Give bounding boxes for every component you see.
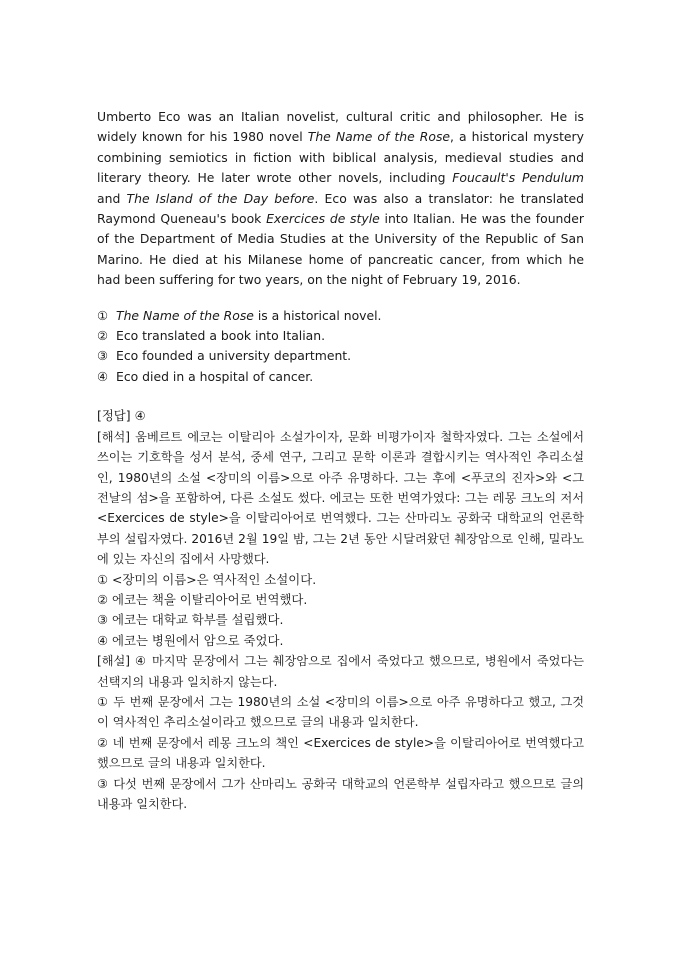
passage-text: Umberto Eco was an Italian novelist, cultural critic and philosopher. He is widely known for his 1980 novel	[97, 109, 584, 145]
explanation-text: ④ 마지막 문장에서 그는 췌장암으로 집에서 죽었다고 했으므로, 병원에서 죽었다는 선택지의 내용과 일치하지 않는다.	[97, 654, 585, 689]
explanation-first	[97, 651, 584, 692]
option-number: ②	[97, 328, 109, 344]
translation-block	[97, 427, 584, 570]
option-number: ③	[97, 348, 109, 364]
option-number: ④	[97, 368, 109, 384]
passage-title-rose: The Name of the Rose	[307, 129, 451, 145]
explanation-item-3: ③ 다섯 번째 문장에서 그가 산마리노 공화국 대학교의 언론학부 설립자라고 했으므로 글의 내용과 일치한다.	[97, 776, 584, 811]
translation-label: [해석]	[97, 429, 131, 444]
option-text: Eco died in a hospital of cancer.	[116, 368, 314, 384]
passage-text: into Italian. He was the founder of the Department of Media Studies at the University of the Republic of San Marino. He died at his Milanese home of pancreatic cancer, from which he had been suffering for two years, on the night of February 19, 2016.	[97, 211, 584, 288]
answer-line	[97, 406, 584, 426]
option-text: is a historical novel.	[253, 307, 382, 323]
translation-option-3: ③ 에코는 대학교 학부를 설립했다.	[97, 612, 284, 628]
option-4	[97, 367, 584, 387]
explanation-item-2: ② 네 번째 문장에서 레몽 크노의 책인 <Exercices de style>을 이탈리아어로 번역했다고 했으므로 글의 내용과 일치한다.	[97, 735, 584, 771]
passage-title-pendulum: Foucault's Pendulum	[452, 170, 584, 186]
option-number: ①	[97, 307, 109, 323]
passage-title-exercices: Exercices de style	[266, 211, 380, 227]
answer-label: [정답]	[97, 408, 131, 424]
passage-title-island: The Island of the Day before	[126, 190, 315, 206]
option-2	[97, 326, 584, 346]
answer-section	[97, 406, 584, 814]
option-1	[97, 306, 584, 326]
passage-text: and	[97, 190, 127, 206]
answer-options	[97, 306, 584, 388]
translation-option-2: ② 에코는 책을 이탈리아어로 번역했다.	[97, 591, 308, 607]
passage-text: , a historical mystery combining semiotics in fiction with biblical analysis, medieval studies and literary theory. He later wrote other novels, including	[97, 129, 584, 186]
option-text: Eco founded a university department.	[116, 348, 352, 364]
explanation-item-1: ① 두 번째 문장에서 그는 1980년의 소설 <장미의 이름>으로 아주 유명하다고 했고, 그것이 역사적인 추리소설이라고 했으므로 글의 내용과 일치한다.	[97, 694, 584, 730]
answer-value: ④	[134, 408, 146, 424]
document-page	[97, 107, 584, 814]
translation-option-4: ④ 에코는 병원에서 암으로 죽었다.	[97, 632, 284, 648]
translation-option-1: ① <장미의 이름>은 역사적인 소설이다.	[97, 571, 317, 587]
reading-passage	[97, 107, 584, 291]
option-3	[97, 346, 584, 366]
explanation-label: [해설]	[97, 654, 131, 669]
translation-text: 움베르트 에코는 이탈리아 소설가이자, 문화 비평가이자 철학자였다. 그는 소설에서 쓰이는 기호학을 성서 분석, 중세 연구, 그리고 문학 이론과 결합시키는 역사적인 추리소설인, 1980년의 소설 <장미의 이름>으로 아주 유명하다. 그는 후에 <푸코의 진자>와 <그 전날의 섬>을 포함하여, 다른 소설도 썼다. 에코는 또한 번역가였다: 그는 레몽 크노의 저서 <Exercices de style>을 이탈리아어로 번역했다. 그는 산마리노 공화국 대학교의 언론학부의 설립자였다. 2016년 2월 19일 밤, 그는 2년 동안 시달려왔던 췌장암으로 인해, 밀라노에 있는 자신의 집에서 사망했다.	[97, 429, 585, 567]
option-text: Eco translated a book into Italian.	[116, 328, 326, 344]
passage-text: . Eco was also a translator: he translated Raymond Queneau's book	[97, 190, 585, 227]
option-italic-title: The Name of the Rose	[116, 307, 254, 323]
